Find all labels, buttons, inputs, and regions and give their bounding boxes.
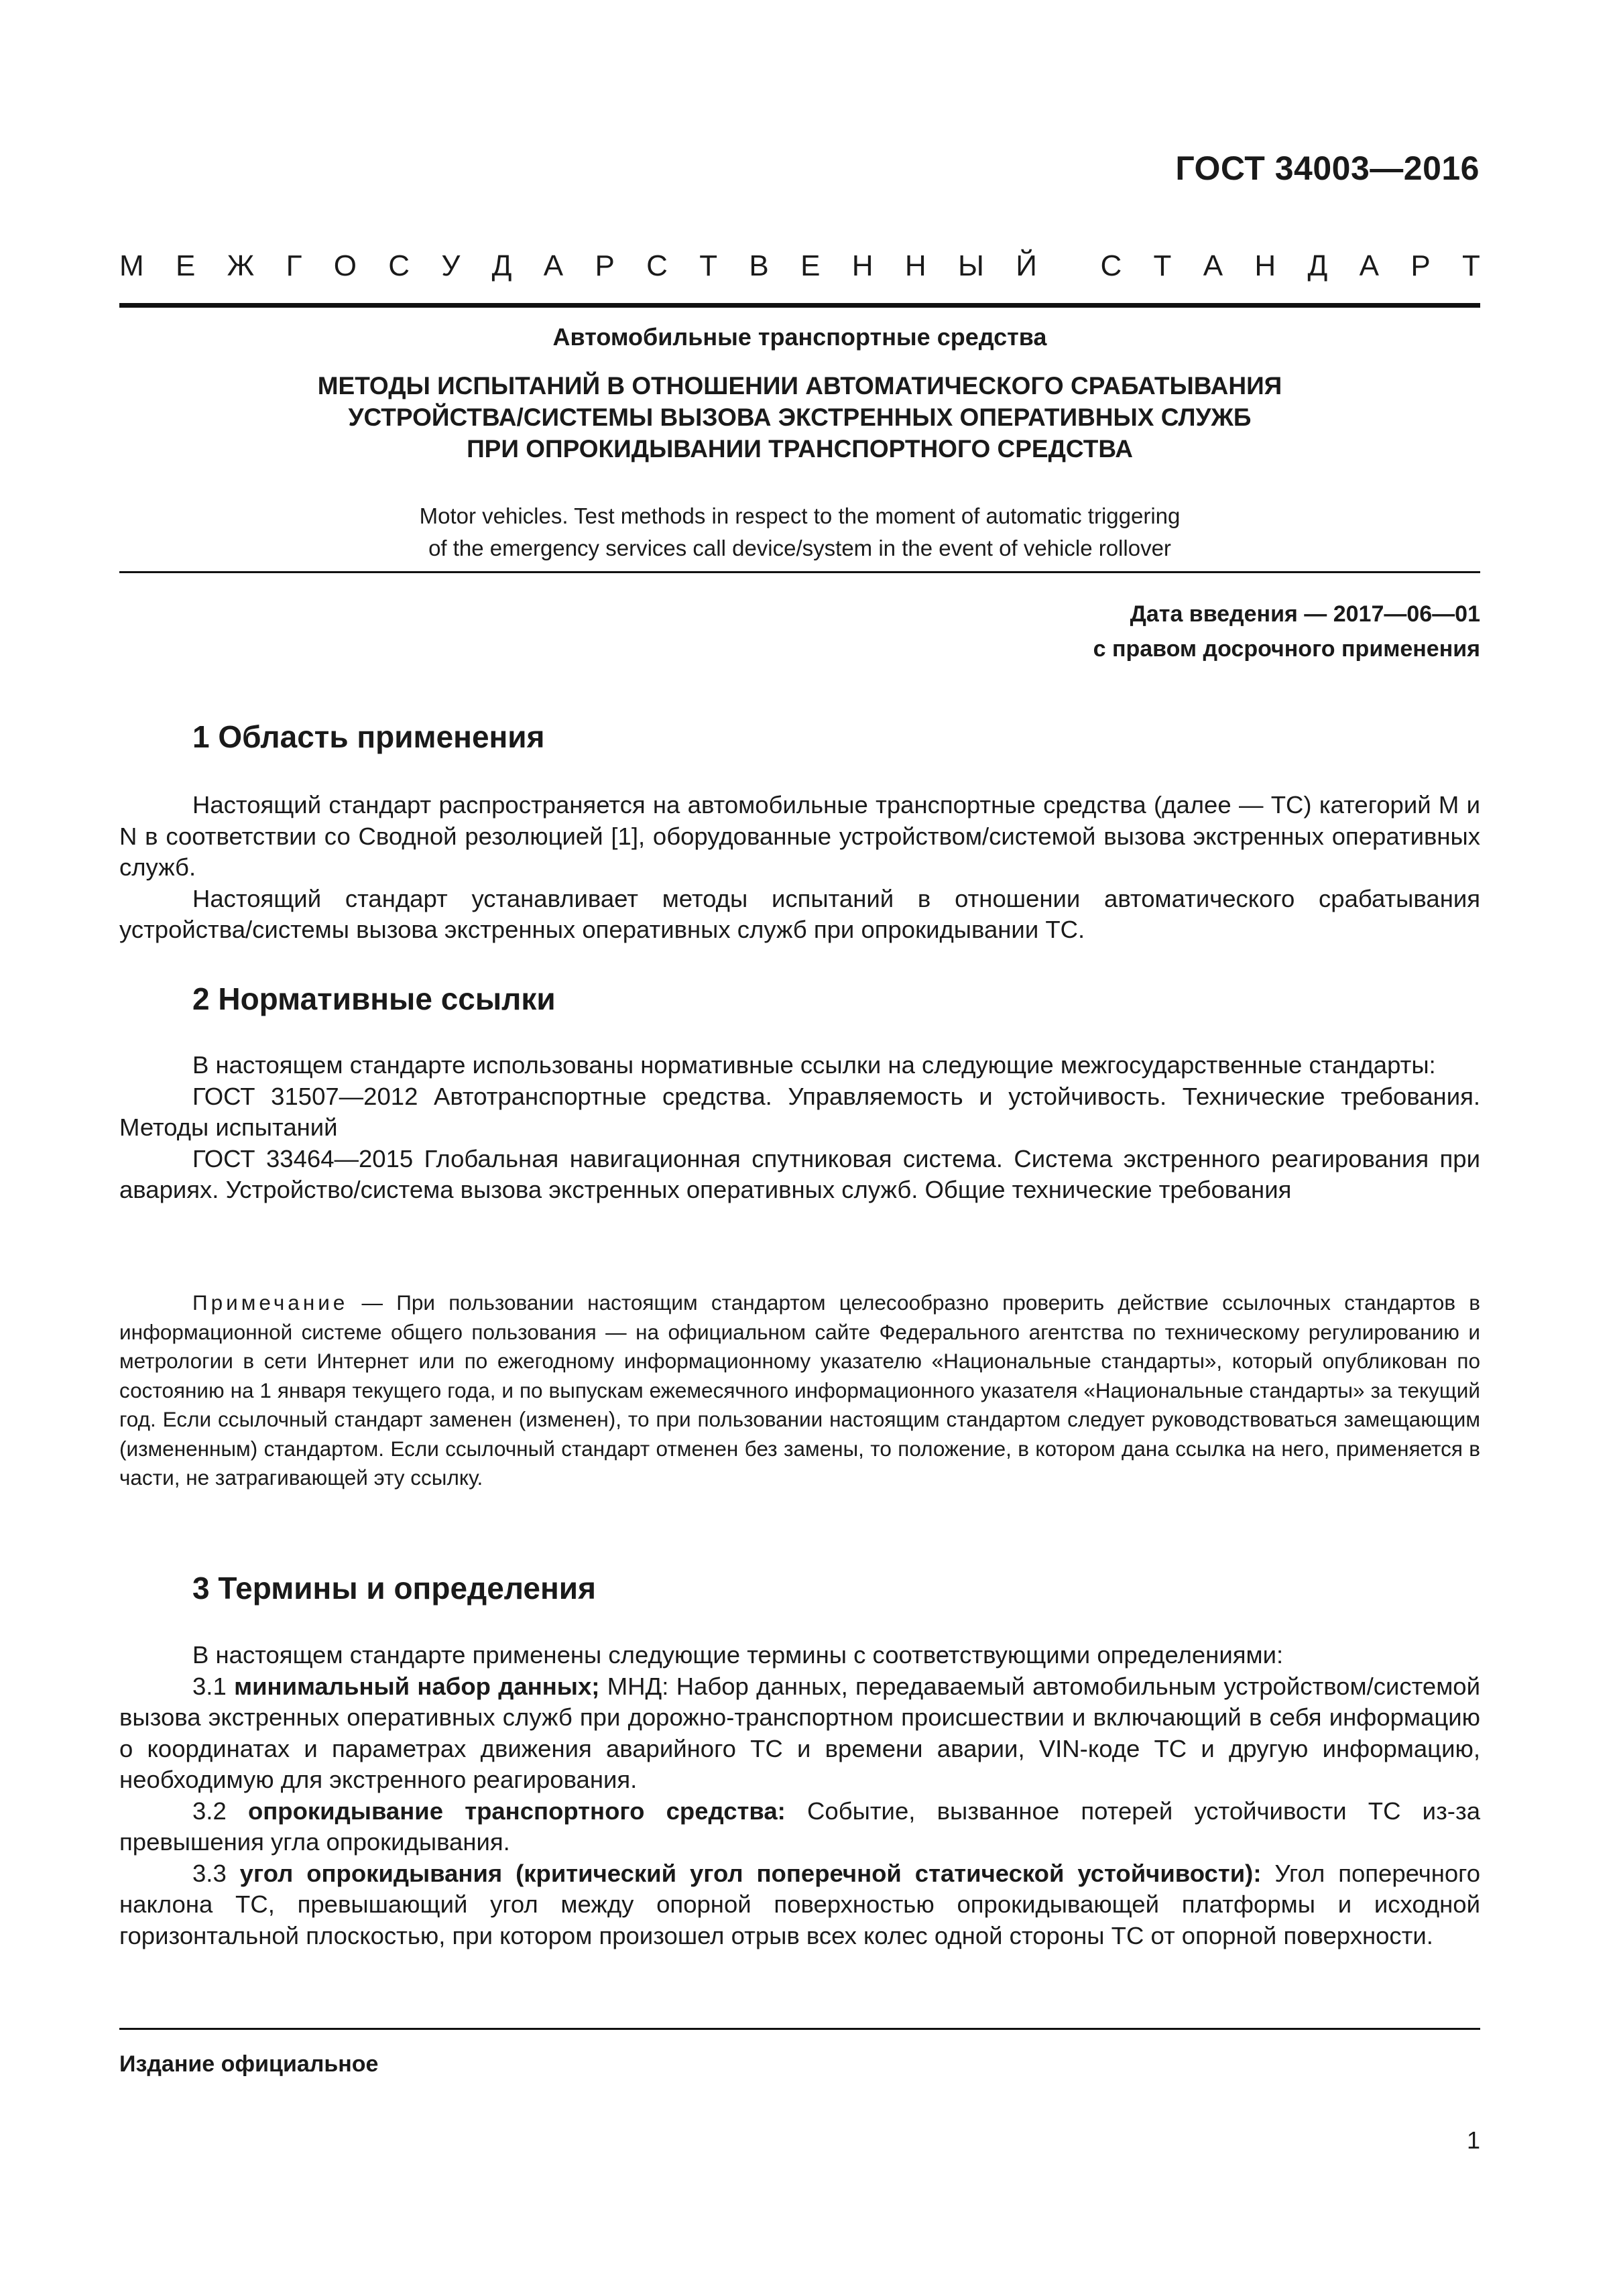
banner-letter: У — [441, 249, 461, 282]
introduction-date: Дата введения — 2017—06—01 — [1130, 601, 1480, 627]
term-text: МНД: Набор данных, передаваемый автомобильным устройством/системой вызова экстренных оперативных служб при дорожно-транспортном происшествии и включающий в себя информацию о координатах и параметрах движения аварийного ТС и времени аварии, VIN-коде ТС и другую информацию, необходимую для экстренного реагирования. — [119, 1672, 1480, 1793]
section-2-heading: 2 Нормативные ссылки — [192, 981, 556, 1016]
banner-letter: С — [1100, 249, 1122, 282]
banner-letter: М — [119, 249, 144, 282]
section-3-heading: 3 Термины и определения — [192, 1571, 596, 1606]
term-definition — [119, 1796, 1480, 1858]
banner-letter: А — [1203, 249, 1223, 282]
reference-item: ГОСТ 33464—2015 Глобальная навигационная спутниковая система. Система экстренного реагирования при авариях. Устройство/система вызова экстренных оперативных служб. Общие технические требования — [119, 1144, 1480, 1203]
official-edition-label: Издание официальное — [119, 2051, 379, 2077]
term-text: Угол поперечного наклона ТС, превышающий угол между опорной поверхностью опрокидывающей платформы и исходной горизонтальной плоскостью, при котором произошел отрыв всех колес одной стороны ТС от опорной поверхности. — [119, 1859, 1480, 1949]
term-number: 3.2 — [192, 1797, 248, 1825]
banner-letter: Н — [904, 249, 926, 282]
term-name: минимальный набор данных; — [234, 1672, 600, 1700]
term-number: 3.3 — [192, 1859, 240, 1887]
page-number: 1 — [1466, 2126, 1480, 2154]
english-title-line: of the emergency services call device/system in the event of vehicle rollover — [428, 536, 1171, 560]
gost-number: ГОСТ 34003—2016 — [1175, 149, 1480, 187]
term-text: Событие, вызванное потерей устойчивости ТС из-за превышения угла опрокидывания. — [119, 1797, 1480, 1856]
banner-letter: Т — [1461, 249, 1480, 282]
banner-letter: А — [543, 249, 564, 282]
banner-letter: Н — [1254, 249, 1276, 282]
banner-letter: Д — [491, 249, 512, 282]
term-definition — [119, 1858, 1480, 1952]
note-text: — При пользовании настоящим стандартом целесообразно проверить действие ссылочных стандартов в информационной системе общего пользования — на официальном сайте Федерального агентства по техническому регулированию и метрологии в сети Интернет или по ежегодному информационному указателю «Национальные стандарты», который опубликован по состоянию на 1 января текущего года, и по выпускам ежемесячного информационного указателя «Национальные стандарты» за текущий год. Если ссылочный стандарт заменен (изменен), то при пользовании настоящим стандартом следует руководствоваться замещающим (измененным) стандартом. Если ссылочный стандарт отменен без замены, то положение, в котором дана ссылка на него, применяется в части, не затрагивающей эту ссылку. — [119, 1290, 1480, 1490]
banner-letter: А — [1359, 249, 1379, 282]
header-thick-rule — [119, 303, 1480, 308]
banner-letter: Т — [1153, 249, 1172, 282]
banner-letter: С — [388, 249, 410, 282]
section-1-heading: 1 Область применения — [192, 719, 545, 754]
banner-letter: Е — [800, 249, 821, 282]
early-use-note: с правом досрочного применения — [1093, 636, 1480, 662]
term-name: угол опрокидывания (критический угол поперечной статической устойчивости): — [239, 1859, 1262, 1887]
banner-letter: Д — [1307, 249, 1328, 282]
banner-letter: Й — [1016, 249, 1037, 282]
paragraph: В настоящем стандарте применены следующие термины с соответствующими определениями: — [192, 1641, 1284, 1669]
section-2-note — [119, 1288, 1480, 1493]
banner-letter: О — [333, 249, 357, 282]
english-title — [119, 500, 1480, 564]
banner-letter: Е — [175, 249, 196, 282]
main-title-line: МЕТОДЫ ИСПЫТАНИЙ В ОТНОШЕНИИ АВТОМАТИЧЕСКОГО СРАБАТЫВАНИЯ — [317, 372, 1282, 400]
banner-letter: В — [749, 249, 769, 282]
section-1-body — [119, 790, 1480, 946]
paragraph: Настоящий стандарт устанавливает методы испытаний в отношении автоматического срабатывания устройства/системы вызова экстренных оперативных служб при опрокидывании ТС. — [119, 884, 1480, 943]
banner-letter: Ы — [957, 249, 984, 282]
term-name: опрокидывание транспортного средства: — [247, 1797, 786, 1825]
paragraph: В настоящем стандарте использованы нормативные ссылки на следующие межгосударственные стандарты: — [192, 1051, 1436, 1079]
interstate-standard-banner — [119, 249, 1480, 283]
main-title-line: УСТРОЙСТВА/СИСТЕМЫ ВЫЗОВА ЭКСТРЕННЫХ ОПЕРАТИВНЫХ СЛУЖБ — [348, 404, 1252, 431]
introduction-date-block — [1093, 597, 1480, 666]
term-number: 3.1 — [192, 1672, 235, 1700]
banner-letter: Г — [286, 249, 302, 282]
english-title-line: Motor vehicles. Test methods in respect to the moment of automatic triggering — [419, 503, 1181, 528]
section-2-body — [119, 1050, 1480, 1206]
section-3-body — [119, 1640, 1480, 1951]
paragraph: Настоящий стандарт распространяется на автомобильные транспортные средства (далее — ТС) категорий M и N в соответствии со Сводной резолюцией [1], оборудованные устройством/системой вызова экстренных оперативных служб. — [119, 791, 1480, 881]
document-main-title — [119, 370, 1480, 465]
term-definition — [119, 1671, 1480, 1796]
banner-letter: Н — [851, 249, 874, 282]
banner-letter: Т — [699, 249, 718, 282]
main-title-line: ПРИ ОПРОКИДЫВАНИИ ТРАНСПОРТНОГО СРЕДСТВА — [467, 435, 1133, 463]
footer-rule — [119, 2028, 1480, 2030]
banner-letter: Ж — [227, 249, 255, 282]
banner-letter: Р — [595, 249, 615, 282]
banner-letter: Р — [1410, 249, 1431, 282]
banner-letter: С — [646, 249, 668, 282]
title-bottom-rule — [119, 571, 1480, 573]
reference-item: ГОСТ 31507—2012 Автотранспортные средства. Управляемость и устойчивость. Технические требования. Методы испытаний — [119, 1082, 1480, 1141]
document-subtitle: Автомобильные транспортные средства — [552, 323, 1047, 351]
note-label: Примечание — [192, 1290, 349, 1315]
note-paragraph — [119, 1288, 1480, 1493]
